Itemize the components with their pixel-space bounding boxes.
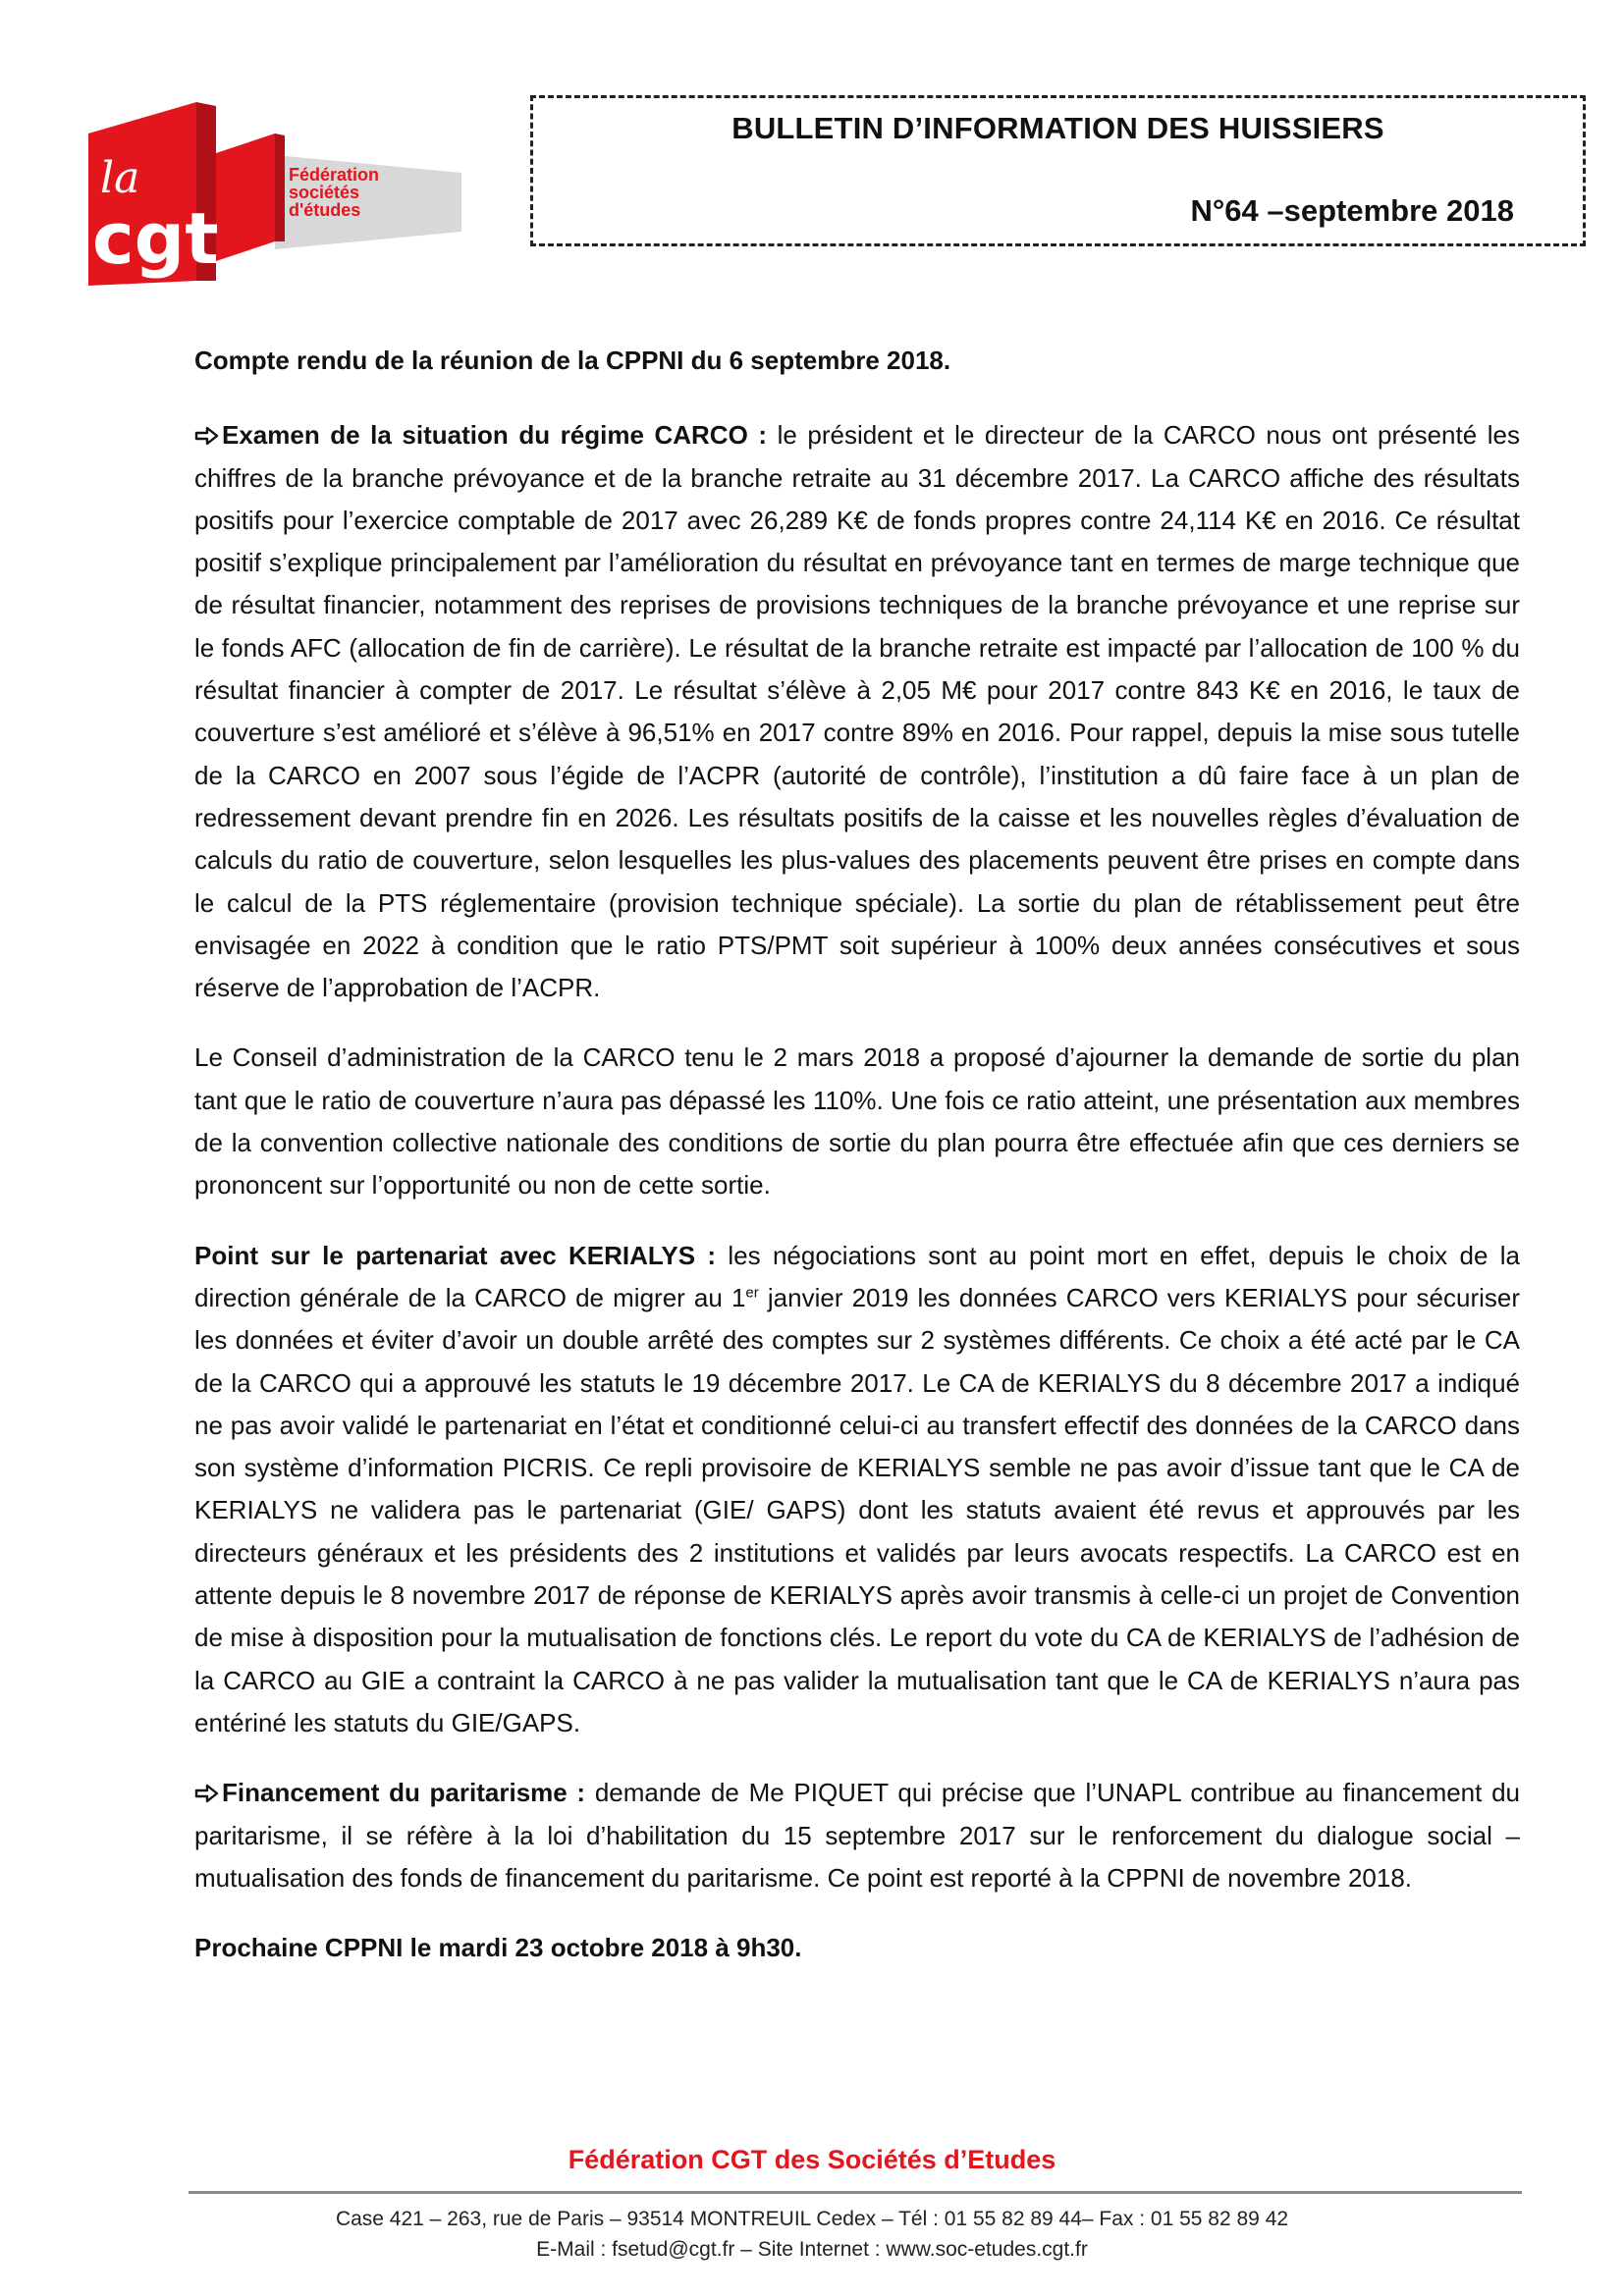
footer-federation: Fédération CGT des Sociétés d’Etudes — [568, 2145, 1056, 2174]
financement-label-wrap — [194, 1778, 585, 1807]
logo-line-1: Fédération — [289, 165, 380, 185]
cgt-logo — [79, 94, 461, 291]
carco-text: le président et le directeur de la CARCO nous ont présenté les chiffres de la branche prévoyance et de la branche retraite au 31 décembre 2017. La CARCO affiche des résultats positifs pour l’exercice comptable de 2017 avec 26,289 K€ de fonds propres contre 24,114 K€ en 2016. Ce résultat positif s’explique principalement par l’amélioration du résultat en prévoyance tant en termes de marge technique que de résultat financier, notamment des reprises de provisions techniques de la branche prévoyance et une reprise sur le fonds AFC (allocation de fin de carrière). Le résultat de la branche retraite est impacté par l’allocation de 100 % du résultat financier à compter de 2017. Le résultat s’élève à 2,05 M€ pour 2017 contre 843 K€ en 2016, le taux de couverture s’est amélioré et s’élève à 96,51% en 2017 contre 89% en 2016. Pour rappel, depuis la mise sous tutelle de la CARCO en 2007 sous l’égide de l’ACPR (autorité de contrôle), l’institution a dû faire face à un plan de redressement devant prendre fin en 2026. Les résultats positifs de la caisse et les nouvelles règles d’évaluation de calculs du ratio de couverture, selon lesquelles les plus-values des placements peuvent être prises en compte dans le calcul de la PTS réglementaire (provision technique spéciale). La sortie du plan de rétablissement peut être envisagée en 2022 à condition que le ratio PTS/PMT soit supérieur à 100% deux années consécutives et sous réserve de l’approbation de l’ACPR. — [194, 420, 1520, 1003]
kerialys-text-2: janvier 2019 les données CARCO vers KERIALYS pour sécuriser les données et éviter d’avoir un double arrêté des comptes sur 2 systèmes différents. Ce choix a été acté par le CA de la CARCO qui a approuvé les statuts le 19 décembre 2017. Le CA de KERIALYS du 8 décembre 2017 a indiqué ne pas avoir validé le partenariat en l’état et conditionné celui-ci au transfert effectif des données de la CARCO dans son système d’information PICRIS. Ce repli provisoire de KERIALYS semble ne pas avoir d’issue tant que le CA de KERIALYS ne validera pas le partenariat (GIE/ GAPS) dont les statuts avaient été revus et approuvés par les directeurs généraux et les présidents des 2 institutions et validés par leurs avocats respectifs. La CARCO est en attente depuis le 8 novembre 2017 de réponse de KERIALYS après avoir transmis à celle-ci un projet de Convention de mise à disposition pour la mutualisation de fonctions clés. Le report du vote du CA de KERIALYS de l’adhésion de la CARCO au GIE a contraint la CARCO à ne pas valider la mutualisation tant que le CA de KERIALYS n’aura pas entériné les statuts du GIE/GAPS. — [194, 1282, 1520, 1737]
logo-red-block-right-shade — [275, 133, 285, 241]
bulletin-header-box — [530, 95, 1586, 246]
kerialys-text-1: les négociations sont au point mort en effet, depuis le choix de la direction générale de la CARCO de migrer au 1 — [194, 1240, 1520, 1312]
carco-label-wrap — [194, 420, 767, 450]
cgt-logo-graphic — [79, 94, 461, 291]
logo-script-text: la — [100, 153, 140, 203]
arrow-right-icon — [194, 425, 220, 447]
section-carco — [194, 414, 1520, 1009]
next-meeting: Prochaine CPPNI le mardi 23 octobre 2018 à 9h30. — [194, 1933, 802, 1963]
document-body — [194, 340, 1520, 1997]
footer-contact: E-Mail : fsetud@cgt.fr – Site Internet : www.soc-etudes.cgt.fr — [536, 2238, 1088, 2261]
section-conseil: Le Conseil d’administration de la CARCO tenu le 2 mars 2018 a proposé d’ajourner la demande de sortie du plan tant que le ratio de couverture n’aura pas dépassé les 110%. Une fois ce ratio atteint, une présentation aux membres de la convention collective nationale des conditions de sortie du plan pourra être effectuée afin que ces derniers se prononcent sur l’opportunité ou non de cette sortie. — [194, 1042, 1520, 1201]
bulletin-number: N°64 –septembre 2018 — [1190, 193, 1514, 228]
carco-label: Examen de la situation du régime CARCO : — [222, 420, 768, 451]
footer-divider — [189, 2191, 1522, 2194]
financement-label: Financement du paritarisme : — [222, 1778, 586, 1808]
arrow-right-icon — [194, 1783, 220, 1804]
logo-brand-text: cgt — [92, 197, 219, 280]
kerialys-label: Point sur le partenariat avec KERIALYS : — [194, 1240, 717, 1270]
logo-line-2: sociétés — [289, 183, 360, 202]
logo-line-3: d'études — [289, 200, 361, 220]
bulletin-title: BULLETIN D’INFORMATION DES HUISSIERS — [731, 111, 1384, 145]
section-financement — [194, 1772, 1520, 1899]
logo-red-block-right — [216, 133, 275, 261]
section-kerialys — [194, 1235, 1520, 1745]
report-heading: Compte rendu de la réunion de la CPPNI du 6 septembre 2018. — [194, 346, 951, 375]
kerialys-sup: er — [745, 1284, 759, 1302]
financement-text: demande de Me PIQUET qui précise que l’UNAPL contribue au financement du paritarisme, il se réfère à la loi d’habilitation du 15 septembre 2017 sur le renforcement du dialogue social –mutualisation des fonds de financement du paritarisme. Ce point est reporté à la CPPNI de novembre 2018. — [194, 1778, 1520, 1893]
footer-address: Case 421 – 263, rue de Paris – 93514 MONTREUIL Cedex – Tél : 01 55 82 89 44– Fax : 01 55 82 89 42 — [335, 2208, 1289, 2230]
